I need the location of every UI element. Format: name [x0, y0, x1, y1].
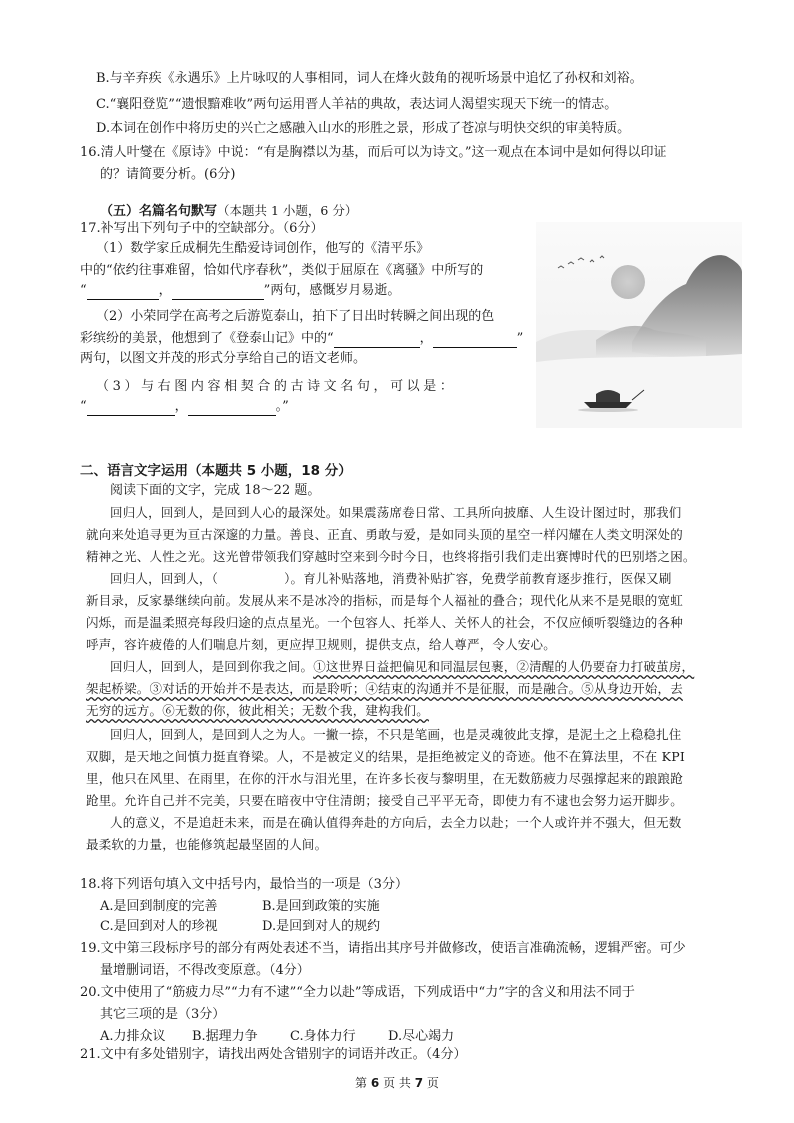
footer-middle: 页 共 [383, 1076, 411, 1090]
answer-blank-3[interactable] [334, 333, 420, 348]
underlined-sentence-3: 无穷的远方。⑥无数的你，彼此相关；无数个我，建构我们。 [86, 703, 429, 718]
passage-p4-line-1: 回归人，回到人，是回到人之为人。一撇一捺，不只是笔画，也是灵魂彼此支撑，是泥土之上稳稳扎住 [110, 727, 682, 742]
footer-suffix: 页 [426, 1076, 439, 1090]
passage-p5-line-1: 人的意义，不是追赶未来，而是在确认值得奔赴的方向后，去全力以赴；一个人或许并不强大，但无数 [110, 815, 682, 830]
q18-option-a[interactable]: A.是回到制度的完善 [100, 899, 218, 914]
q15-option-c: C.“襄阳登览”“遗恨黯难收”两句运用晋人羊祜的典故，表达词人渴望实现天下统一的情志。 [96, 97, 618, 112]
q19-line-2: 量增删词语，不得改变原意。（4分） [100, 963, 310, 978]
answer-blank-2[interactable] [172, 285, 264, 300]
q17-part2-line-1: （2）小荣同学在高考之后游览泰山，拍下了日出时转瞬之间出现的色 [96, 309, 495, 324]
answer-blank-6[interactable] [188, 401, 276, 416]
passage-p5-line-2: 最柔软的力量，也能修筑起最坚固的人间。 [86, 837, 328, 852]
passage-p3-lead: 回归人，回到人，是回到你我之间。 [110, 659, 314, 674]
comma: ， [174, 399, 188, 414]
comma: ， [419, 331, 433, 346]
q17-part1-line-2: 中的“依约往事难留，恰如代序春秋”，类似于屈原在《离骚》中所写的 [80, 263, 484, 278]
q15-option-b: B.与辛弃疾《永遇乐》上片咏叹的人事相同，词人在烽火鼓角的视听场景中追忆了孙权和刘裕。 [96, 71, 643, 86]
section-2-intro: 阅读下面的文字，完成 18～22 题。 [110, 483, 321, 498]
q18-stem: 18.将下列语句填入文中括号内，最恰当的一项是（3分） [80, 877, 408, 892]
lake [536, 354, 742, 428]
q18-option-b[interactable]: B.是回到政策的实施 [262, 899, 380, 914]
comma: ， [158, 283, 172, 298]
passage-p2-line-3: 闪烁，而是温柔照亮每段归途的点点星光。一个包容人、托举人、关怀人的社会，不仅应倾听裂缝边的各种 [86, 615, 683, 630]
q17-part3-line-2 [80, 398, 289, 416]
ink-landscape-image [536, 222, 742, 428]
q17-part2-line-2 [80, 330, 523, 348]
close-quote: ” [516, 331, 524, 346]
passage-p2-line-1 [110, 570, 672, 588]
answer-blank-1[interactable] [87, 285, 159, 300]
passage-p1-line-3: 精神之光、人性之光。这光曾带领我们穿越时空来到今时今日，也终将指引我们走出赛博时代的巴别塔之困。 [86, 549, 696, 564]
q21-line-1: 21.文中有多处错别字，请找出两处含错别字的词语并改正。（4分） [80, 1047, 467, 1062]
q17-stem: 17.补写出下列句子中的空缺部分。（6分） [80, 221, 324, 236]
section-5-note: （本题共 1 小题，6 分） [217, 203, 358, 218]
page-number: 6 [370, 1076, 380, 1090]
q20-option-c[interactable]: C.身体力行 [290, 1029, 356, 1044]
open-quote: “ [80, 283, 87, 298]
passage-p2-line-4: 呼声，容许疲倦的人们喘息片刻，更应捍卫规则，提供支点，给人尊严，令人安心。 [86, 637, 556, 652]
q20-option-d[interactable]: D.尽心竭力 [388, 1029, 455, 1044]
passage-p1-line-2: 就向来处追寻更为亘古深邃的力量。善良、正直、勇敢与爱，是如同头顶的星空一样闪耀在人类文明深处的 [86, 527, 683, 542]
q17-part2-line-3: 两句，以图文并茂的形式分享给自己的语文老师。 [80, 351, 367, 366]
q18-option-d[interactable]: D.是回到对人的规约 [262, 919, 381, 934]
page-total: 7 [414, 1076, 424, 1090]
open-quote: “ [80, 399, 87, 414]
answer-blank-5[interactable] [87, 401, 175, 416]
q19-line-1: 19.文中第三段标序号的部分有两处表述不当，请指出其序号并做修改，使语言准确流畅，逻辑严密。可少 [80, 941, 686, 956]
section-5-title: （五）名篇名句默写 [100, 204, 218, 219]
q20-option-a[interactable]: A.力排众议 [100, 1029, 166, 1044]
q20-option-b[interactable]: B.据理力争 [192, 1029, 258, 1044]
q20-line-1: 20.文中使用了“筋疲力尽”“力有不逮”“全力以赴”等成语，下列成语中“力”字的含义和用法不同于 [80, 985, 635, 1000]
q17-part1-line-1: （1）数学家丘成桐先生酷爱诗词创作，他写的《清平乐》 [96, 241, 430, 256]
q15-option-d: D.本词在创作中将历史的兴亡之感融入山水的形胜之景，形成了苍凉与明快交织的审美特质。 [96, 121, 631, 136]
section-5-heading [100, 202, 357, 221]
q17-part2-lead: 彩缤纷的美景，他想到了《登泰山记》中的“ [80, 331, 334, 346]
underlined-sentence-1: ①这世界日益把偏见和同温层包裹，②清醒的人仍要奋力打破茧房， [313, 659, 695, 674]
passage-p3-line-1 [110, 658, 694, 676]
answer-blank-4[interactable] [433, 333, 517, 348]
q17-part3-line-1: （3）与右图内容相契合的古诗文名句，可以是： [96, 379, 457, 394]
q20-line-2: 其它三项的是（3分） [100, 1007, 226, 1022]
q17-part1-line-3 [80, 282, 400, 300]
q16-line-2: 的？请简要分析。(6分) [100, 167, 236, 182]
q16-line-1: 16.清人叶燮在《原诗》中说：“有是胸襟以为基，而后可以为诗文。”这一观点在本词中是如何得以印证 [80, 145, 667, 160]
passage-p1-line-1: 回归人，回到人，是回到人心的最深处。如果震荡席卷日常、工具所向披靡、人生设计图过时，那我们 [110, 505, 682, 520]
footer-prefix: 第 [355, 1076, 368, 1090]
passage-p2-lead: 回归人，回到人，（ [110, 571, 219, 586]
sun [611, 265, 645, 299]
passage-p4-line-4: 跄里。允许自己并不完美，只要在暗夜中守住清朗；接受自己平平无奇，即使力有不逮也会努力运开脚步。 [86, 793, 683, 808]
passage-p2-line-2: 新目录，反家暴继续向前。发展从来不是冰冷的指标，而是每个人福祉的叠合；现代化从来不是晃眼的宽虹 [86, 593, 683, 608]
passage-p4-line-3: 里，他只在风里、在雨里，在你的汗水与泪光里，在许多长夜与黎明里，在无数筋疲力尽强撑起来的踉踉跄 [86, 771, 683, 786]
page-footer [0, 1074, 794, 1091]
underlined-sentence-2: 架起桥梁。③对话的开始并不是表达，而是聆听；④结束的沟通并不是征服，而是融合。⑤从身边开始，去 [86, 681, 683, 696]
passage-p2-rest: ）。育儿补贴落地，消费补贴扩容，免费学前教育逐步推行，医保又刷 [284, 571, 672, 586]
passage-p4-line-2: 双脚，是天地之间慎力挺直脊梁。人，不是被定义的结果，是拒绝被定义的奇迹。他不在算法里，不在 KPI [86, 749, 685, 764]
close-quote: 。” [275, 399, 289, 414]
section-2-title: 二、语言文字运用（本题共 5 小题，18 分） [80, 463, 352, 479]
q17-part1-tail: ”两句，感慨岁月易逝。 [263, 283, 401, 298]
q18-option-c[interactable]: C.是回到对人的珍视 [100, 919, 218, 934]
passage-p3-line-3 [86, 702, 429, 720]
